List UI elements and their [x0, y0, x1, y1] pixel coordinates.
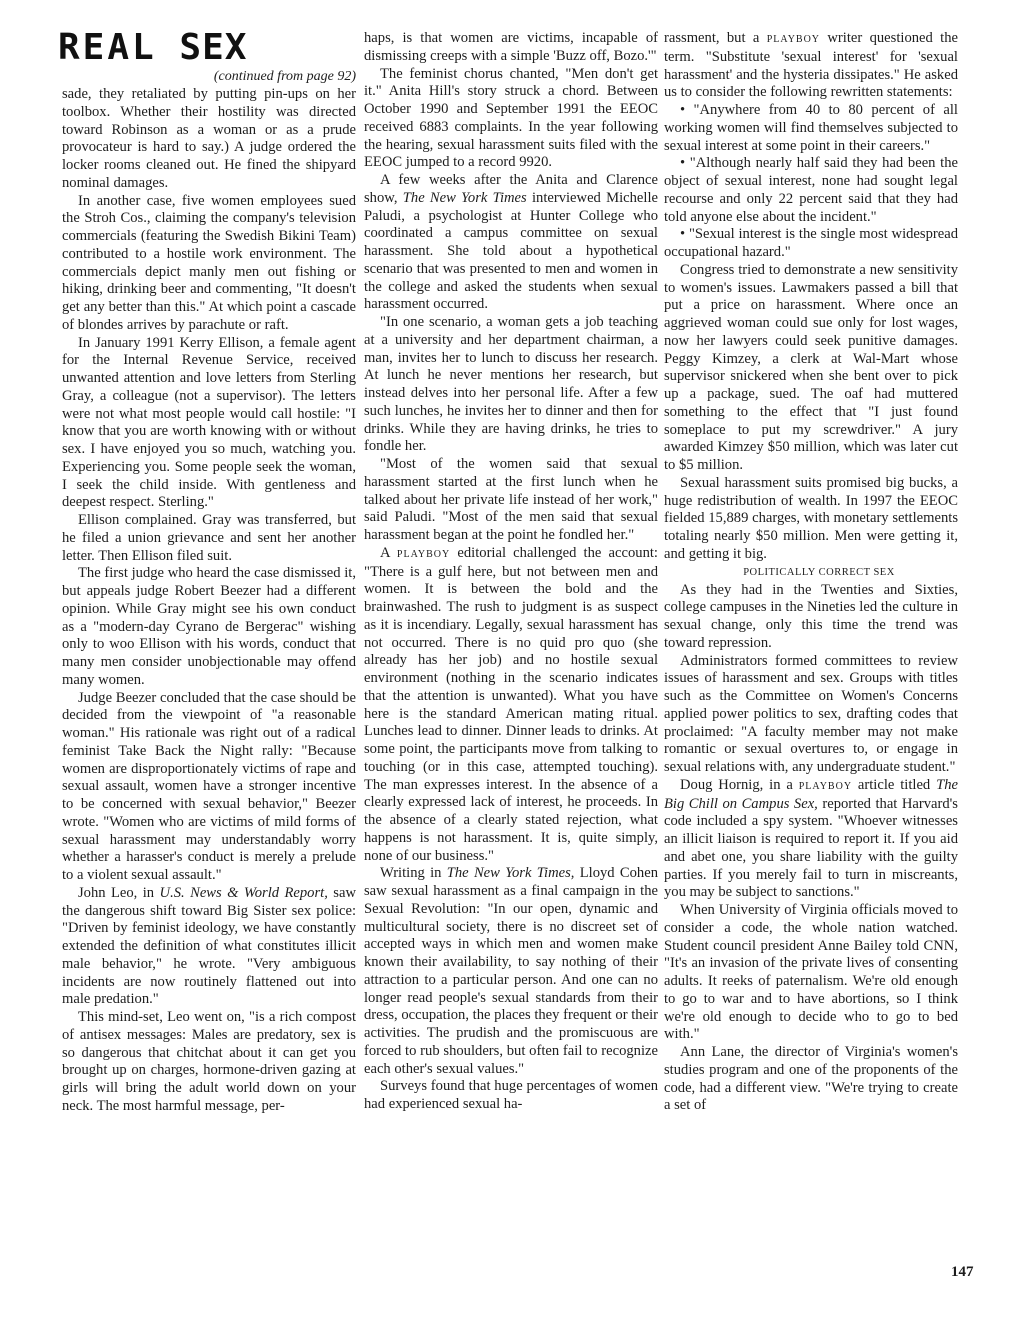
paragraph: In January 1991 Kerry Ellison, a female agent for the Internal Revenue Service, received unwanted attention and love letters from Sterling Gray, a colleague (not a supervisor). The letters were not what most people would call hostile: "I know that you are worth knowing with or without sex. I have enjoyed you so much, watching you. Experiencing you. Some people seek the woman, I seek the child inside. With gentleness and deepest respect. Sterling.": [62, 334, 356, 511]
paragraph: [364, 865, 658, 1078]
text-run: rassment, but a: [664, 30, 767, 46]
paragraph: Surveys found that huge percentages of women had experienced sexual ha-: [364, 1078, 658, 1112]
column-3: [664, 30, 958, 1115]
bullet-item: • "Anywhere from 40 to 80 percent of all working women will find themselves subjected to sexual interest at some point in their careers.": [664, 102, 958, 154]
section-subhead: POLITICALLY CORRECT SEX: [743, 566, 895, 578]
publication-title: The New York Times: [402, 189, 527, 206]
paragraph: The first judge who heard the case dismissed it, but appeals judge Robert Beezer had a different opinion. While Gray might see his own conduct as a "modern-day Cyrano de Bergerac" wishing only to woo Ellison with his words, conduct that many men consider unobjectionable may offend many women.: [62, 565, 356, 688]
publication-title: U.S. News & World Report,: [159, 884, 328, 901]
text-run: Writing in: [380, 865, 447, 882]
bullet-item: • "Although nearly half said they had been the object of sexual interest, none had sought legal recourse and only 22 percent said that they had told anyone else about the incident.": [664, 155, 958, 225]
paragraph: sade, they retaliated by putting pin-ups on her toolbox. Whether their hostility was directed toward Robinson as a woman or as a prude provocateur is hard to say.) A judge ordered the locker rooms cleaned out. He fined the shipyard nominal damages.: [62, 86, 356, 191]
column-2: [364, 30, 658, 1114]
publication-title: The New York Times,: [446, 865, 575, 882]
text-run: article titled: [852, 776, 937, 793]
paragraph: As they had in the Twenties and Sixties, college campuses in the Nineties led the culture in sexual change, only this time the trend was toward repression.: [664, 581, 958, 651]
paragraph: [664, 30, 958, 102]
text-run: A: [380, 544, 397, 561]
paragraph: Ellison complained. Gray was transferred, but he filed a union grievance and sent her another letter. Then Ellison filed suit.: [62, 512, 356, 564]
text-run: Lloyd Cohen saw sexual harassment as a final campaign in the Sexual Revolution: "In our open, dynamic and multicultural society, there is no discreet set of accepted ways in which men and women make known their availability, to say nothing of their attraction to a particular person. And one can no longer read people's sexual standards from their dress, occupation, the places they frequent or their activities. The prudish and the promiscuous are forced to rub shoulders, but often fail to recognize each other's sexual values.": [364, 865, 658, 1077]
paragraph: [62, 885, 356, 1009]
magazine-name: PLAYBOY: [766, 34, 821, 45]
text-run: reported that Harvard's code included a spy system. "Whoever witnesses an illicit liaison is required to report it. If you aid and abet one, you share liability with the guilty parties. If you merely fail to turn in miscreants, you may be subject to sanctions.": [664, 795, 958, 901]
paragraph: Administrators formed committees to review issues of harassment and sex. Groups with titles such as the Committee on Women's Concerns applied power politics to sex, drafting codes that proclaimed: "A faculty member may not make romantic or sexual overtures to, or engage in sexual relations with, any undergraduate student.": [664, 652, 958, 775]
paragraph: "In one scenario, a woman gets a job teaching at a university and her department chairman, a man, invites her to lunch to discuss her research. At lunch he never mentions her research, but instead delves into her personal life. After a few such lunches, he invites her to dinner and then for drinks. While they are having drinks, he tries to fondle her.: [364, 314, 658, 455]
paragraph: [364, 545, 658, 866]
text-run: John Leo, in: [78, 884, 160, 901]
article-title: The Big Chill on Campus Sex,: [664, 776, 958, 812]
section-logo: [58, 27, 356, 68]
text-run: editorial challenged the account: "There is a gulf here, but not between men and women. It is between the bold and the brainwashed. The rush to judgment is as suspect as it is incendiary. Legally, sexual harassment has not occurred. There is no quid pro quo (she already has her job) and no hostile sexual environment (nothing in the scenario indicates that the attention is unwanted). What you have here is the standard American mating ritual. Lunches lead to dinner. Dinner leads to drinks. At some point, the participants move from talking to touching (or in this case, attempted touching). The man expresses interest. In the absence of a clearly expressed lack of interest, he proceeds. In the absence of a clearly stated rejection, what happens is not harassment. It is, quite simply, none of our business.": [364, 544, 658, 864]
bullet-item: • "Sexual interest is the single most widespread occupational hazard.": [664, 226, 958, 260]
logo-word-sex: SEX: [179, 27, 248, 68]
paragraph: haps, is that women are victims, incapable of dismissing creeps with a simple 'Buzz off, Bozo.'": [364, 30, 658, 64]
paragraph: [664, 777, 958, 902]
paragraph: [364, 172, 658, 314]
magazine-name: PLAYBOY: [396, 548, 451, 560]
text-run: saw the dangerous shift toward Big Sister sex police: "Driven by feminist ideology, we have constantly extended the definition of what constitutes illicit male behavior," he wrote. "Very ambiguous incidents are now routinely flattened out into male predation.": [62, 884, 356, 1008]
page-number: 147: [951, 1264, 974, 1280]
paragraph: Judge Beezer concluded that the case should be decided from the viewpoint of "a reasonable woman." His rationale was right out of a radical feminist Take Back the Night rally: "Because women are disproportionately victims of rape and sexual assault, women have a stronger incentive to be concerned with sexual behavior," Beezer wrote. "Women who are victims of mild forms of sexual harassment may understandably worry whether a harasser's conduct is merely a prelude to a violent sexual assault.": [62, 689, 356, 883]
paragraph: This mind-set, Leo went on, "is a rich compost of antisex messages: Males are predatory, sex is so dangerous that chitchat about it can get you brought up on charges, hormone-driven gazing at girls will bring the adult world down on your neck. The most harmful message, per-: [62, 1009, 356, 1114]
magazine-name: PLAYBOY: [798, 780, 853, 792]
column-1: [58, 27, 356, 1116]
paragraph: "Most of the women said that sexual harassment started at the first lunch when he talked about her private life instead of her work," said Paludi. "Most of the men said that sexual harassment began at the point he fondled her.": [364, 456, 658, 543]
logo-word-real: REAL: [58, 27, 157, 68]
text-run: A few weeks after the Anita and Clarence show,: [364, 172, 658, 206]
paragraph: Congress tried to demonstrate a new sensitivity to women's issues. Lawmakers passed a bill that put a price on harassment. Where once an aggrieved woman could sue only for lost wages, now her lawyers could seek punitive damages. Peggy Kimzey, a clerk at Wal-Mart whose supervisor snickered when she bent over to pick up a package, sued. The oaf had muttered something to the effect that "I just found someplace to put my screwdriver." A jury awarded Kimzey $50 million, which was later cut to $5 million.: [664, 261, 958, 473]
continued-note: (continued from page 92): [213, 69, 356, 84]
paragraph: In another case, five women employees sued the Stroh Cos., claiming the company's television commercials (featuring the Swedish Bikini Team) contributed to a hostile work environment. The commercials depict manly men out fishing or hiking, drinking beer and commenting, "It doesn't get any better than this." At which point a cascade of blondes arrives by parachute or raft.: [62, 192, 356, 333]
text-run: interviewed Michelle Paludi, a psychologist at Hunter College who coordinated a campus committee on sexual harassment. She told about a hypothetical scenario that was presented to men and women in the college and asked the students when sexual harassment occurred.: [364, 189, 658, 313]
paragraph: When University of Virginia officials moved to consider a code, the whole nation watched. Student council president Anne Bailey told CNN, "It's an invasion of the private lives of consenting adults. It reeks of paternalism. We're old enough to go to war and to have abortions, so I think we're old enough to decide who to go to bed with.": [664, 902, 958, 1043]
text-run: writer questioned the term. "Substitute 'sexual interest' for 'sexual harassment' and the hysteria dissipates." He asked us to consider the following rewritten statements:: [664, 30, 958, 101]
text-run: Doug Hornig, in a: [680, 776, 799, 793]
paragraph: Ann Lane, the director of Virginia's women's studies program and one of the proponents of the code, had a different view. "We're trying to create a set of: [664, 1044, 958, 1114]
paragraph: The feminist chorus chanted, "Men don't get it." Anita Hill's story struck a chord. Between October 1990 and September 1991 the EEOC received 6883 complaints. In the year following the hearing, sexual harassment suits filed with the EEOC jumped to a record 9920.: [364, 65, 658, 171]
paragraph: Sexual harassment suits promised big bucks, a huge redistribution of wealth. In 1997 the EEOC fielded 15,889 charges, with monetary settlements totaling nearly $50 million. Men were getting it, and getting it big.: [664, 474, 958, 562]
